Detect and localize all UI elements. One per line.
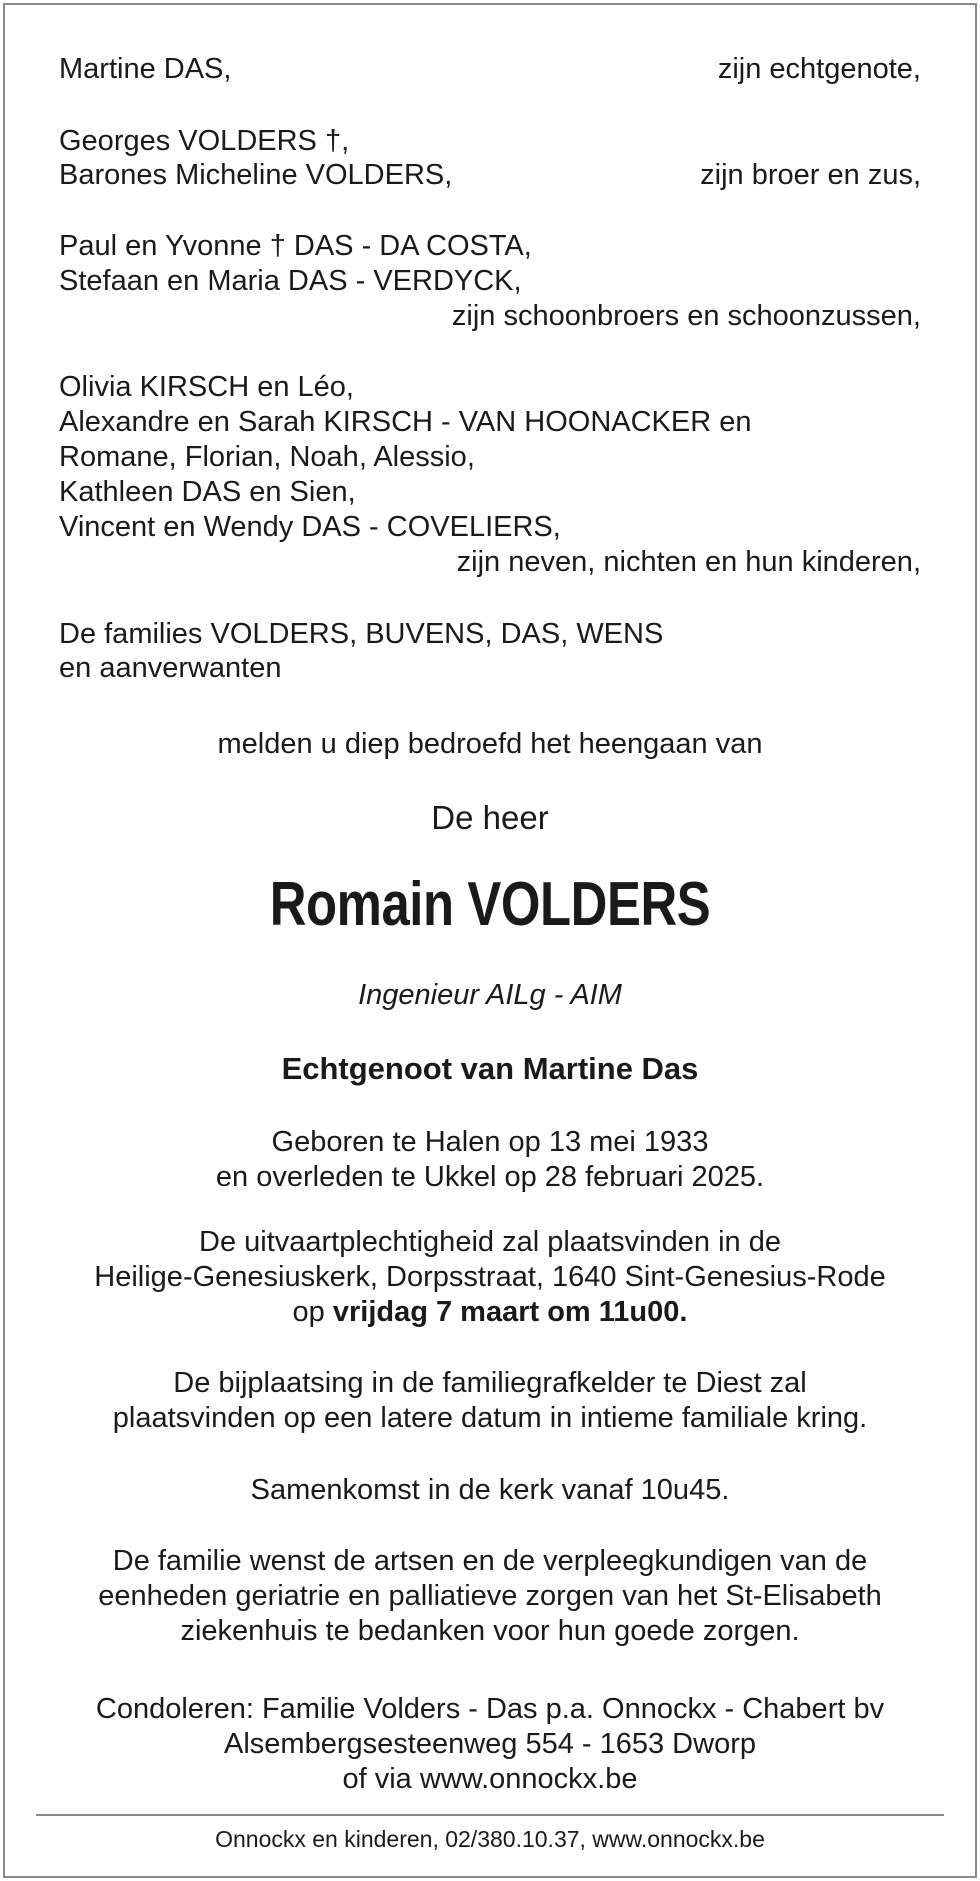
funeral-date-prefix: op bbox=[292, 1296, 333, 1328]
honorific: De heer bbox=[431, 799, 549, 836]
burial-line-2: plaatsvinden op een latere datum in intieme familiale kring. bbox=[112, 1402, 868, 1434]
deceased-name: Romain VOLDERS bbox=[269, 870, 711, 939]
family-line-martine bbox=[59, 52, 921, 87]
family-relation-inlaws: zijn schoonbroers en schoonzussen, bbox=[451, 300, 921, 332]
family-line-georges: Georges VOLDERS †, bbox=[59, 125, 350, 157]
family-line-alexandre: Alexandre en Sarah KIRSCH - VAN HOONACKER en bbox=[59, 406, 752, 438]
funeral-line-2: Heilige-Genesiuskerk, Dorpsstraat, 1640 Sint-Genesius-Rode bbox=[94, 1261, 886, 1293]
birth-line: Geboren te Halen op 13 mei 1933 bbox=[271, 1126, 709, 1158]
thanks-line-2: eenheden geriatrie en palliatieve zorgen van het St-Elisabeth bbox=[98, 1580, 882, 1612]
funeral-line-3 bbox=[20, 1295, 960, 1330]
deceased-title: Ingenieur AILg - AIM bbox=[358, 979, 622, 1011]
family-line-romane: Romane, Florian, Noah, Alessio, bbox=[59, 441, 475, 473]
thanks-line-1: De familie wenst de artsen en de verpleegkundigen van de bbox=[112, 1545, 868, 1577]
family-line-kathleen: Kathleen DAS en Sien, bbox=[59, 476, 356, 508]
family-line-relatives: en aanverwanten bbox=[59, 652, 282, 684]
condolences-line-2: Alsembergsesteenweg 554 - 1653 Dworp bbox=[224, 1728, 756, 1760]
announcement-intro: melden u diep bedroefd het heengaan van bbox=[217, 728, 763, 760]
family-relation: zijn echtgenote, bbox=[717, 53, 921, 85]
thanks-line-3: ziekenhuis te bedanken voor hun goede zorgen. bbox=[180, 1615, 800, 1647]
family-relation: zijn broer en zus, bbox=[700, 159, 921, 191]
gathering-line: Samenkomst in de kerk vanaf 10u45. bbox=[250, 1474, 730, 1506]
condolences-line-1: Condoleren: Familie Volders - Das p.a. Onnockx - Chabert bv bbox=[95, 1693, 885, 1725]
spouse-line: Echtgenoot van Martine Das bbox=[281, 1051, 699, 1086]
burial-line-1: De bijplaatsing in de familiegrafkelder te Diest zal bbox=[173, 1367, 807, 1399]
family-relation-nephews: zijn neven, nichten en hun kinderen, bbox=[456, 546, 921, 578]
family-line-olivia: Olivia KIRSCH en Léo, bbox=[59, 371, 354, 403]
family-name: Barones Micheline VOLDERS, bbox=[59, 159, 453, 191]
funeral-date: vrijdag 7 maart om 11u00. bbox=[332, 1296, 688, 1328]
family-line-paul: Paul en Yvonne † DAS - DA COSTA, bbox=[59, 230, 532, 262]
footer-funeral-home: Onnockx en kinderen, 02/380.10.37, www.onnockx.be bbox=[215, 1826, 765, 1852]
family-line-micheline bbox=[59, 158, 921, 193]
funeral-line-1: De uitvaartplechtigheid zal plaatsvinden in de bbox=[199, 1226, 781, 1258]
condolences-line-3: of via www.onnockx.be bbox=[342, 1763, 638, 1795]
family-line-stefaan: Stefaan en Maria DAS - VERDYCK, bbox=[59, 265, 522, 297]
family-name: Martine DAS, bbox=[59, 53, 232, 85]
death-line: en overleden te Ukkel op 28 februari 2025. bbox=[215, 1161, 765, 1193]
family-line-vincent: Vincent en Wendy DAS - COVELIERS, bbox=[59, 511, 561, 543]
footer-divider bbox=[36, 1814, 944, 1816]
family-line-families: De families VOLDERS, BUVENS, DAS, WENS bbox=[59, 618, 664, 650]
